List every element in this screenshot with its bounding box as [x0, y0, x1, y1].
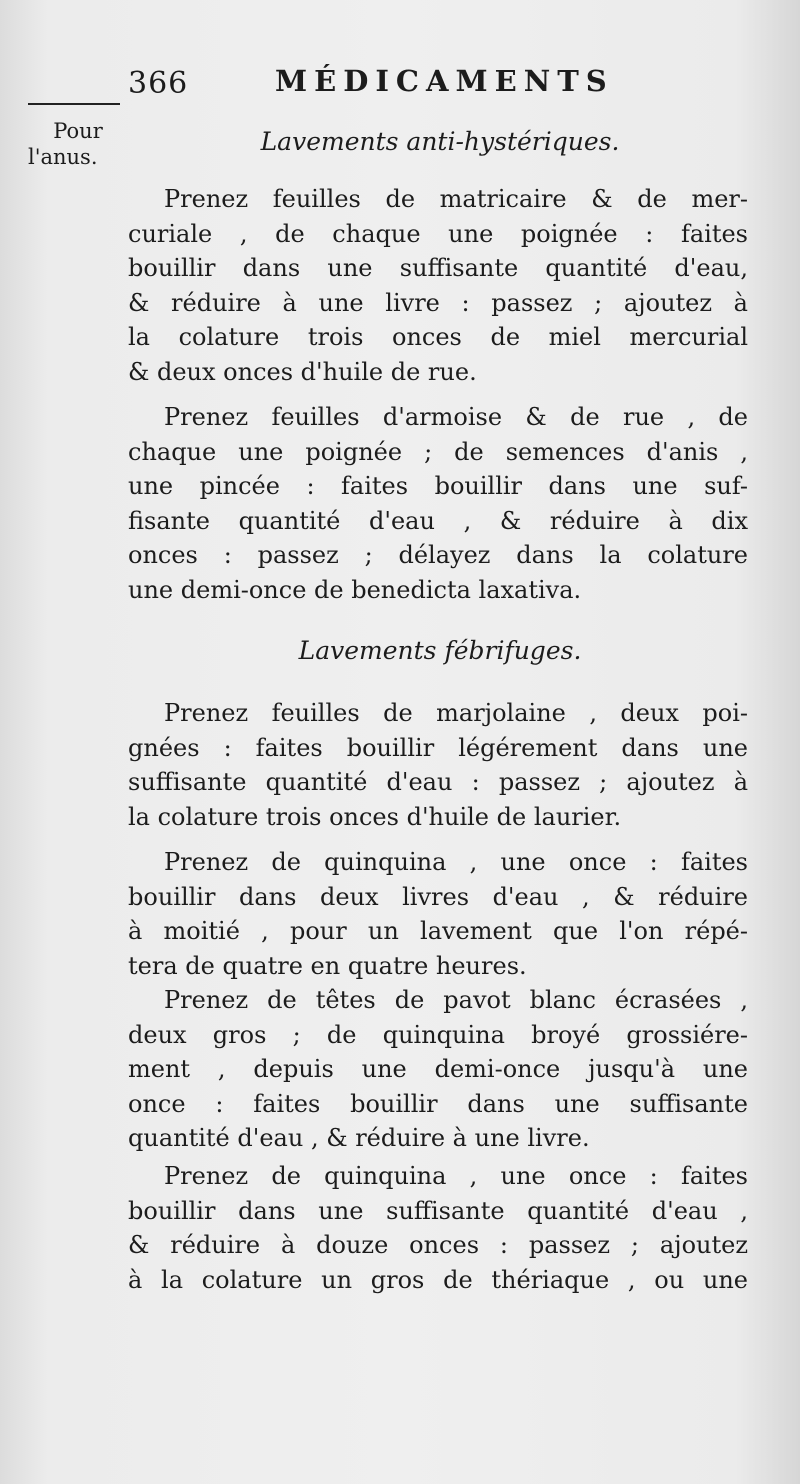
- text-line: tera de quatre en quatre heures.: [128, 951, 527, 980]
- paragraph: [128, 182, 748, 389]
- text-line: Prenez de quinquina , une once : faites: [164, 1162, 748, 1190]
- text-line: & réduire à une livre : passez ; ajoutez à: [128, 288, 748, 317]
- margin-note-line: l'anus.: [28, 145, 98, 169]
- text-line: Prenez de quinquina , une once : faites: [164, 848, 748, 876]
- running-head: MÉDICAMENTS: [275, 64, 614, 98]
- margin-note-line: Pour: [53, 119, 103, 143]
- text-line: Prenez feuilles de matricaire & de mer-: [164, 185, 748, 213]
- text-line: Prenez de têtes de pavot blanc écrasées ,: [164, 986, 748, 1014]
- text-line: bouillir dans une suffisante quantité d'eau ,: [128, 1196, 748, 1225]
- header-rule: [28, 103, 120, 105]
- paragraph: [128, 1159, 748, 1297]
- text-line: une demi-once de benedicta laxativa.: [128, 575, 582, 604]
- paragraph: [128, 400, 748, 607]
- text-line: ment , depuis une demi-once jusqu'à une: [128, 1055, 748, 1083]
- text-line: & deux onces d'huile de rue.: [128, 357, 477, 386]
- section-title-anti-hysteriques: Lavements anti-hystériques.: [260, 127, 620, 156]
- text-line: bouillir dans deux livres d'eau , & réduire: [128, 882, 748, 911]
- text-line: Prenez feuilles de marjolaine , deux poi-: [164, 699, 748, 727]
- text-line: deux gros ; de quinquina broyé grossiére-: [128, 1020, 748, 1049]
- text-line: à moitié , pour un lavement que l'on répé-: [128, 917, 748, 945]
- text-line: gnées : faites bouillir légérement dans une: [128, 733, 748, 762]
- section-title-febrifuges: Lavements fébrifuges.: [298, 636, 582, 665]
- text-line: chaque une poignée ; de semences d'anis ,: [128, 437, 748, 466]
- text-line: la colature trois onces d'huile de laurier.: [128, 802, 622, 831]
- text-line: fisante quantité d'eau , & réduire à dix: [128, 506, 748, 535]
- text-line: la colature trois onces de miel mercurial: [128, 323, 748, 351]
- text-line: once : faites bouillir dans une suffisante: [128, 1089, 748, 1118]
- paragraph: [128, 845, 748, 983]
- text-line: quantité d'eau , & réduire à une livre.: [128, 1124, 590, 1152]
- margin-note: [28, 118, 128, 170]
- text-line: & réduire à douze onces : passez ; ajoutez: [128, 1231, 748, 1259]
- paragraph: [128, 983, 748, 1156]
- text-line: une pincée : faites bouillir dans une suf-: [128, 472, 748, 500]
- text-line: suffisante quantité d'eau : passez ; ajoutez à: [128, 768, 748, 796]
- text-line: à la colature un gros de thériaque , ou une: [128, 1265, 748, 1294]
- text-line: curiale , de chaque une poignée : faites: [128, 219, 748, 248]
- page-number: 366: [128, 66, 189, 101]
- text-line: bouillir dans une suffisante quantité d'eau,: [128, 254, 748, 282]
- text-line: onces : passez ; délayez dans la colature: [128, 541, 748, 569]
- text-line: Prenez feuilles d'armoise & de rue , de: [164, 403, 748, 431]
- paragraph: [128, 696, 748, 834]
